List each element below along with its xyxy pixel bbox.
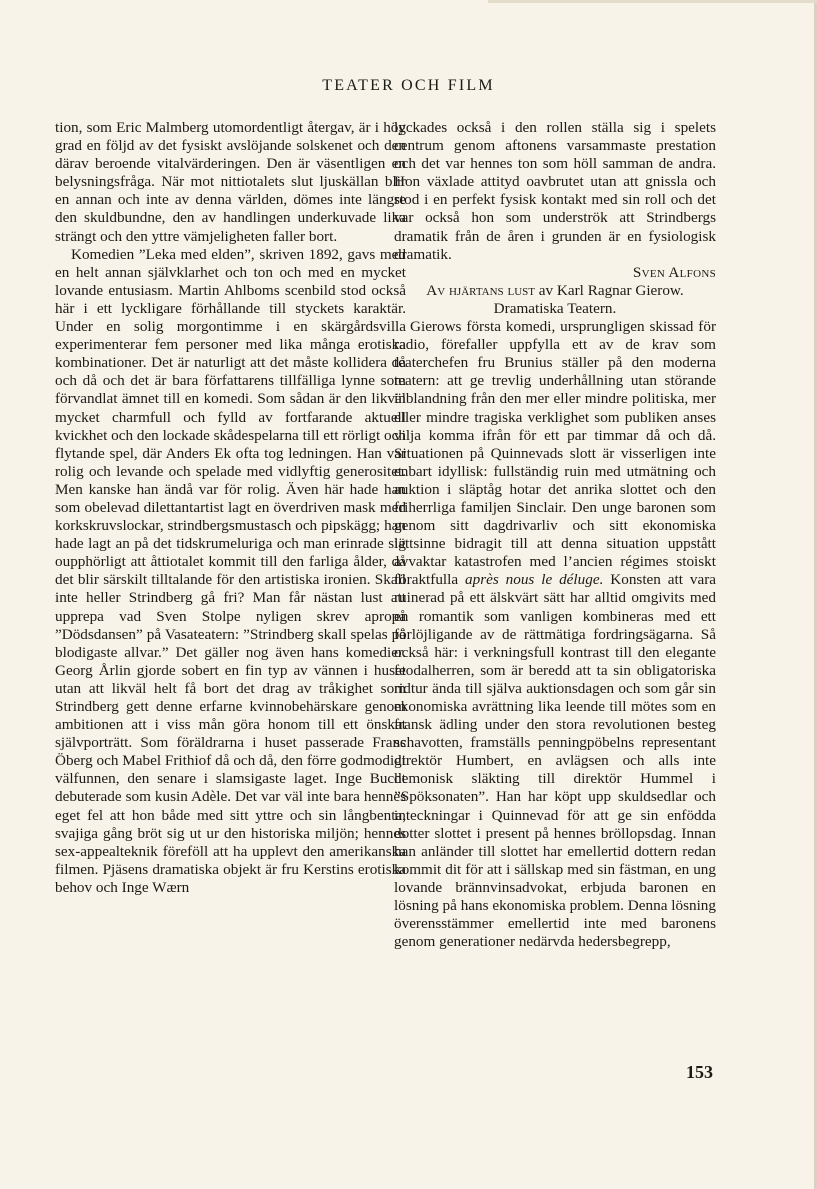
right-paragraph-1: lyckades också i den rollen ställa sig i spelets centrum genom aftonens varsammaste prestation och det var hennes ton som höll samman de andra. Hon växlade attityd oavbrutet utan att gnissla och stod i en perfekt fysisk kontakt med sin roll och det var också hon som underströk att Strindbergs dramatik från de åren i grunden är en fysiologisk dramatik.	[394, 119, 716, 263]
paragraph-text-b: Konsten att vara ruinerad på ett älskvärt sätt har alltid omgivits med en romantik som vanligen kombineras med ett förlöjligande av de rättmätiga fordringsägarna. Så också här: i verkningsfull kontrast till den elegante feodalherren, som är beredd att ta sin obligatoriska ridtur ända till själva auktionsdagen och som går sin ekonomiska avrättning lika leende till mötes som en fransk ädling under den stora revolutionen besteg schavotten, framställs penningpöbelns representant direktör Humbert, en avlägsen och alls inte demonisk släkting till direktör Hummel i ”Spöksonaten”. Han har köpt upp skuldsedlar och inteckningar i Quinnevad för att ge sin enfödda dotter slottet i present på hennes bröllopsdag. Innan han anländer till slottet har emellertid dottern redan kommit dit för att i sällskap med sin fästman, en ung lovande brännvinsadvokat, erbjuda baronen en lösning på hans ekonomiska problem. Denna lösning överensstämmer emellertid inte med baronens genom generationer nedärvda hedersbegrepp,	[394, 571, 716, 951]
right-column	[394, 119, 716, 951]
left-column	[55, 119, 406, 897]
reviewer-signature: Sven Alfons	[632, 263, 716, 281]
left-paragraph-2: Komedien ”Leka med elden”, skriven 1892, gavs med en helt annan självklarhet och ton och med en mycket lovande entusiasm. Martin Ahlboms scenbild stod också här i ett lyckligare förhållande till styckets karaktär. Under en solig morgontimme i en skärgårdsvilla experimenterar fem personer med lika många erotiska kombinationer. Det är naturligt att det måste kollidera då och då och det är bara författarens tillfälliga lynne som förvandlat ämnet till en komedi. Som sådan är den likväl mycket charmfull och fylld av fortfarande aktuell kvickhet och den lockade skådespelarna till ett rörligt och flytande spel, där Anders Ek ofta tog ledningen. Han var rolig och levande och spelade med vidlyftig generositet. Men kanske han ändå var för rolig. Även här hade han som obelevad dilettantartist lagt en överdriven mask med korkskruvslockar, strindbergsmustasch och pipskägg; han hade lagt an på det tidskrumeluriga och man erinrade sig oupphörligt att åttiotalet kommit till den farliga ålder, då det blir särskilt tilltalande för den artistiska ironien. Skall inte heller Strindberg gå fri? Man får nästan lust att upprepa vad Sven Stolpe nyligen skrev apropå ”Dödsdansen” på Vasateatern: ”Strindberg skall spelas på blodigaste allvar.” Det gäller nog även hans komedier. Georg Årlin gjorde sobert en fin typ av vännen i huset utan att likväl helt få bort det drag av tråkighet som Strindberg gett denne erfarne kvinnobehärskare genom ambitionen att i viss mån göra honom till ett önskat självporträtt. Som föräldrarna i huset passerade Frans Öberg och Mabel Frithiof då och då, den förre godmodigt välfunnen, den senare i slamsigaste laget. Inge Bucht debuterade som kusin Adèle. Det var väl inte bara hennes eget fel att hon både med sitt yttre och sin långbenta, svajiga gång bröt sig ut ur den historiska miljön; hennes sex-appealteknik föreföll att ha upplevt den amerikanska filmen. Pjäsens dramatiska objekt är fru Kerstins erotiska behov och Inge Wærn	[55, 245, 406, 896]
running-head: TEATER OCH FILM	[322, 77, 495, 94]
play-title: Av hjärtans lust	[426, 281, 535, 299]
theatre-name: Dramatiska Teatern.	[493, 299, 617, 317]
right-paragraph-2	[394, 318, 716, 951]
foreign-phrase: après nous le déluge.	[465, 571, 604, 589]
paragraph-text-a: Gierows första komedi, ursprungligen skissad för radio, förefaller uppfylla ett av de krav som teaterchefen fru Brunius ställer på den moderna teatern: att ge trevlig underhållning utan störande inblandning från den mer eller mindre politiska, mer eller mindre tragiska verklighet som publiken anses vilja komma ifrån för ett par timmar då och då. Situationen på Quinnevads slott är visserligen inte enbart idyllisk: fullständig ruin med utmätning och auktion i släptåg hotar det anrika slottet och den friherrliga familjen Sinclair. Den unge baronen som genom sitt dagdrivarliv och sitt ekonomiska lättsinne bidragit till att denna situation uppstått avvaktar katastrofen med l’ancien régimes stoiskt föraktfulla	[394, 318, 716, 589]
page-number: 153	[686, 1062, 713, 1082]
page-edge-top	[488, 0, 817, 3]
left-paragraph-1: tion, som Eric Malmberg utomordentligt återgav, är i hög grad en följd av det fysiskt avslöjande solskenet och den därav beroende vitalvärderingen. Den är väsentligen en belysningsfråga. När mot nittiotalets slut ljuskällan blir en annan och inte av denna världen, dömes inte längre den skuldbundne, den av handlingen underkuvade lika strängt och den yttre vämjeligheten faller bort.	[55, 119, 406, 245]
play-author: av Karl Ragnar Gierow.	[534, 281, 684, 299]
review-heading	[394, 282, 716, 318]
